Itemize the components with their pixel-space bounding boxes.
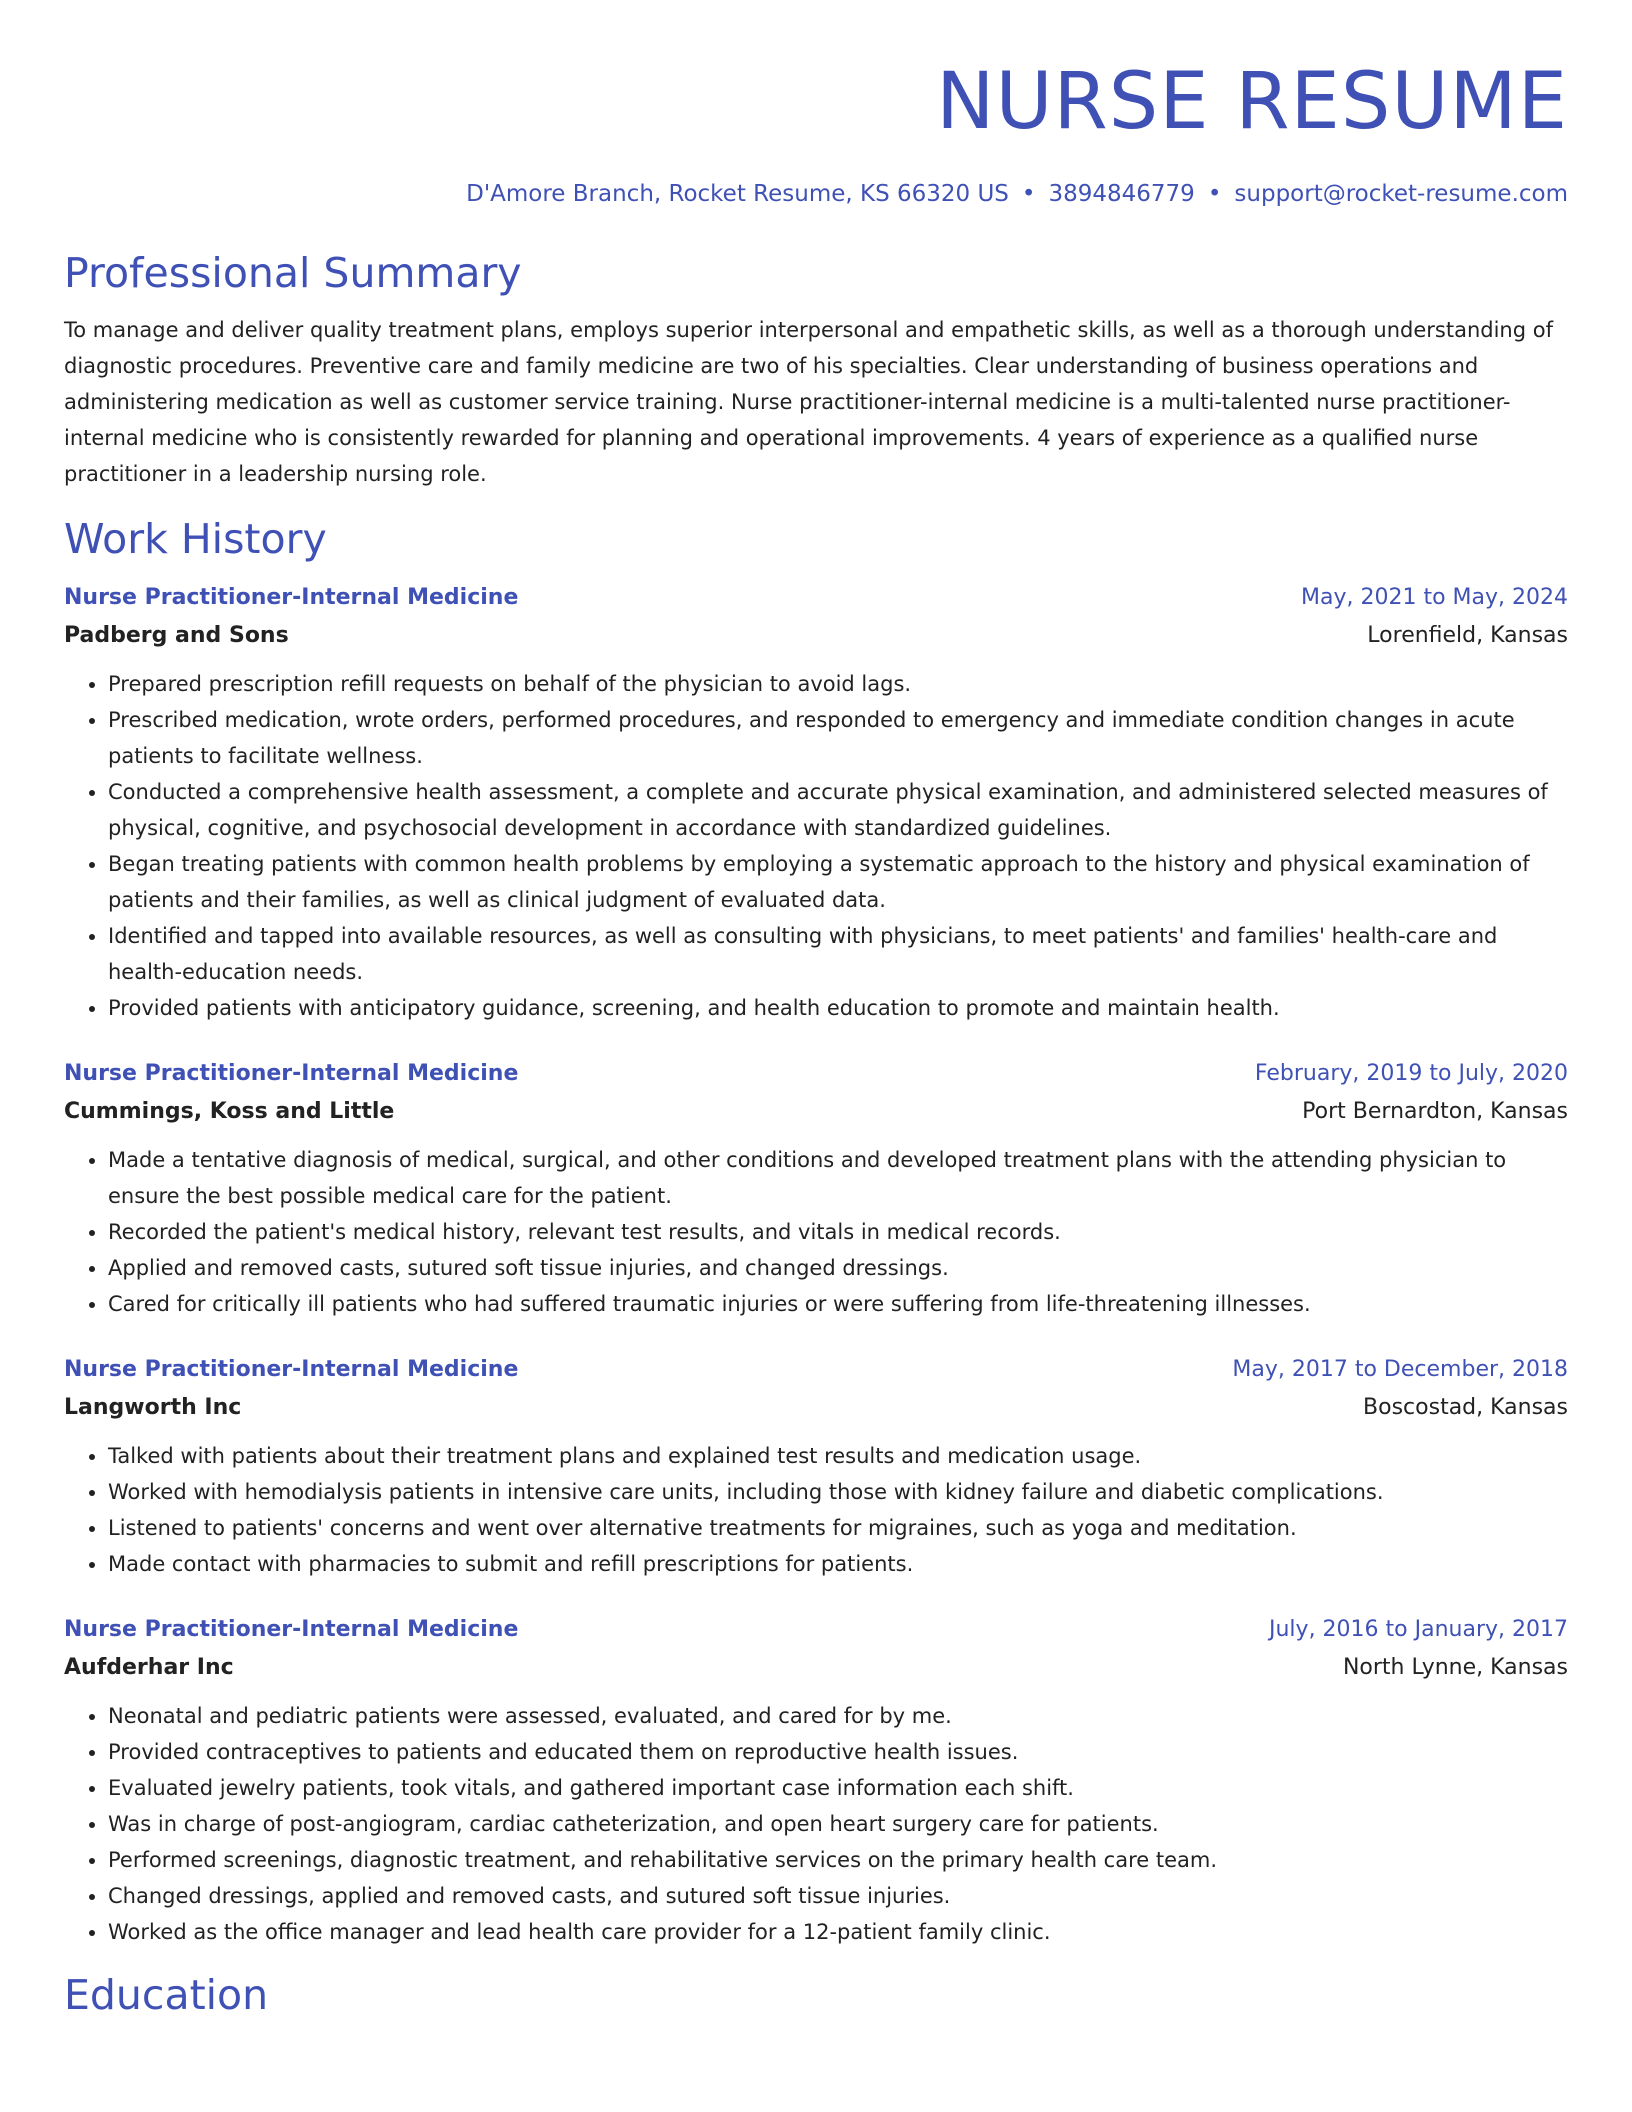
job-entry xyxy=(64,1352,1568,1582)
job-title: Nurse Practitioner-Internal Medicine xyxy=(64,585,519,610)
job-location: North Lynne, Kansas xyxy=(1342,1655,1568,1680)
job-bullet: • Prescribed medication, wrote orders, performed procedures, and responded to emergency and immediate condition changes in acute patients to facilitate wellness. xyxy=(108,702,1568,774)
work-history-heading: Work History xyxy=(64,515,327,563)
job-bullet: • Listened to patients' concerns and went over alternative treatments for migraines, such as yoga and meditation. xyxy=(108,1510,1568,1546)
job-bullet: • Worked as the office manager and lead health care provider for a 12-patient family clinic. xyxy=(108,1914,1568,1950)
education-heading: Education xyxy=(64,1971,269,2019)
job-title: Nurse Practitioner-Internal Medicine xyxy=(64,1617,519,1642)
job-bullet: • Neonatal and pediatric patients were assessed, evaluated, and cared for by me. xyxy=(108,1698,1568,1734)
job-bullet: • Prepared prescription refill requests on behalf of the physician to avoid lags. xyxy=(108,666,1568,702)
contact-line xyxy=(64,178,1568,210)
job-bullet: • Evaluated jewelry patients, took vitals, and gathered important case information each shift. xyxy=(108,1770,1568,1806)
job-bullet: • Provided patients with anticipatory guidance, screening, and health education to promote and maintain health. xyxy=(108,990,1568,1026)
job-dates: May, 2021 to May, 2024 xyxy=(1301,585,1568,610)
job-title: Nurse Practitioner-Internal Medicine xyxy=(64,1357,519,1382)
contact-phone: 3894846779 xyxy=(1048,181,1195,207)
job-bullet: • Was in charge of post-angiogram, cardiac catheterization, and open heart surgery care for patients. xyxy=(108,1806,1568,1842)
job-bullets xyxy=(64,1142,1568,1322)
job-dates: July, 2016 to January, 2017 xyxy=(1269,1617,1568,1642)
resume-page xyxy=(64,52,1568,2022)
job-bullet: • Applied and removed casts, sutured soft tissue injuries, and changed dressings. xyxy=(108,1250,1568,1286)
contact-separator: • xyxy=(1021,181,1036,207)
job-bullet: • Talked with patients about their treatment plans and explained test results and medication usage. xyxy=(108,1438,1568,1474)
job-bullets xyxy=(64,666,1568,1026)
resume-title: NURSE RESUME xyxy=(936,57,1568,147)
job-bullet: • Worked with hemodialysis patients in intensive care units, including those with kidney failure and diabetic complications. xyxy=(108,1474,1568,1510)
job-bullet: • Began treating patients with common health problems by employing a systematic approach to the history and physical examination of patients and their families, as well as clinical judgment of evaluated data. xyxy=(108,846,1568,918)
job-company: Cummings, Koss and Little xyxy=(64,1099,395,1124)
job-dates: February, 2019 to July, 2020 xyxy=(1254,1061,1568,1086)
job-title: Nurse Practitioner-Internal Medicine xyxy=(64,1061,519,1086)
job-bullets xyxy=(64,1438,1568,1582)
job-company: Langworth Inc xyxy=(64,1395,242,1420)
contact-email: support@rocket-resume.com xyxy=(1234,181,1568,207)
job-bullet: • Performed screenings, diagnostic treatment, and rehabilitative services on the primary health care team. xyxy=(108,1842,1568,1878)
job-bullet: • Provided contraceptives to patients and educated them on reproductive health issues. xyxy=(108,1734,1568,1770)
job-bullet: • Recorded the patient's medical history, relevant test results, and vitals in medical records. xyxy=(108,1214,1568,1250)
job-bullet: • Identified and tapped into available resources, as well as consulting with physicians, to meet patients' and families' health-care and health-education needs. xyxy=(108,918,1568,990)
job-entry xyxy=(64,1056,1568,1322)
job-entry xyxy=(64,1612,1568,1950)
contact-address: D'Amore Branch, Rocket Resume, KS 66320 US xyxy=(466,181,1009,207)
job-bullet: • Made a tentative diagnosis of medical, surgical, and other conditions and developed treatment plans with the attending physician to ensure the best possible medical care for the patient. xyxy=(108,1142,1568,1214)
job-dates: May, 2017 to December, 2018 xyxy=(1232,1357,1568,1382)
contact-separator: • xyxy=(1207,181,1222,207)
summary-heading: Professional Summary xyxy=(64,249,522,297)
job-bullet: • Changed dressings, applied and removed casts, and sutured soft tissue injuries. xyxy=(108,1878,1568,1914)
job-bullets xyxy=(64,1698,1568,1950)
job-location: Boscostad, Kansas xyxy=(1363,1395,1568,1420)
job-company: Aufderhar Inc xyxy=(64,1655,234,1680)
job-company: Padberg and Sons xyxy=(64,623,289,648)
job-location: Port Bernardton, Kansas xyxy=(1302,1099,1568,1124)
summary-text: To manage and deliver quality treatment plans, employs superior interpersonal and empathetic skills, as well as a thorough understanding of diagnostic procedures. Preventive care and family medicine are two of his specialties. Clear understanding of business operations and administering medication as well as customer service training. Nurse practitioner-internal medicine is a multi-talented nurse practitioner-internal medicine who is consistently rewarded for planning and operational improvements. 4 years of experience as a qualified nurse practitioner in a leadership nursing role. xyxy=(64,318,1553,486)
job-bullet: • Cared for critically ill patients who had suffered traumatic injuries or were suffering from life-threatening illnesses. xyxy=(108,1286,1568,1322)
job-location: Lorenfield, Kansas xyxy=(1367,623,1568,648)
job-bullet: • Conducted a comprehensive health assessment, a complete and accurate physical examination, and administered selected measures of physical, cognitive, and psychosocial development in accordance with standardized guidelines. xyxy=(108,774,1568,846)
job-bullet: • Made contact with pharmacies to submit and refill prescriptions for patients. xyxy=(108,1546,1568,1582)
job-entry xyxy=(64,580,1568,1026)
